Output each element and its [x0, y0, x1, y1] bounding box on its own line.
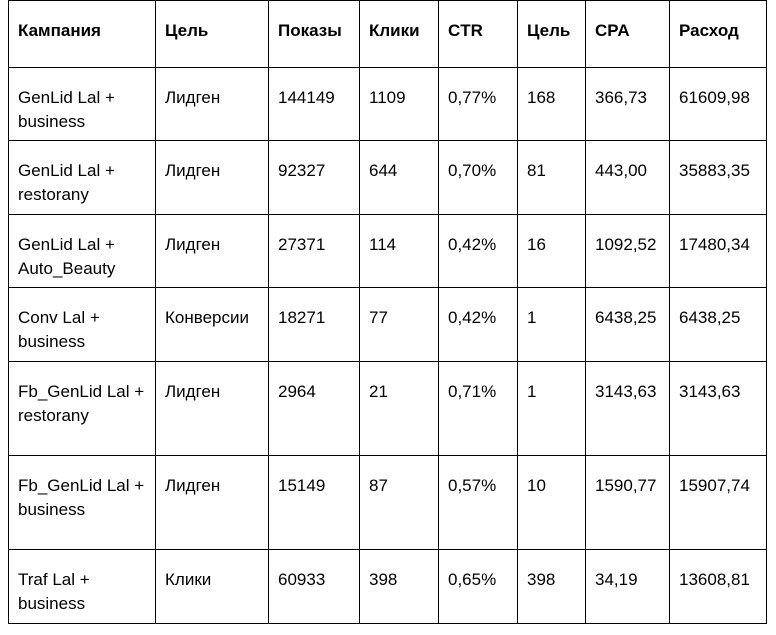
cell-cpa: 366,73: [586, 68, 670, 141]
cell-goal-count: 168: [518, 68, 586, 141]
cell-goal-count: 81: [518, 141, 586, 215]
cell-impressions: 18271: [269, 288, 360, 362]
cell-spend: 15907,74: [670, 456, 767, 550]
cell-goal-count: 398: [518, 550, 586, 624]
cell-goal-type: Лидген: [156, 456, 269, 550]
cell-campaign: GenLid Lal + restorany: [9, 141, 156, 215]
header-cpa: CPA: [586, 1, 670, 68]
cell-spend: 6438,25: [670, 288, 767, 362]
cell-campaign: Conv Lal + business: [9, 288, 156, 362]
cell-cpa: 34,19: [586, 550, 670, 624]
cell-goal-type: Лидген: [156, 68, 269, 141]
cell-impressions: 144149: [269, 68, 360, 141]
header-goal-count: Цель: [518, 1, 586, 68]
cell-clicks: 77: [360, 288, 439, 362]
table-header-row: [9, 1, 767, 68]
table-row: [9, 141, 767, 215]
cell-ctr: 0,57%: [439, 456, 518, 550]
cell-clicks: 1109: [360, 68, 439, 141]
cell-impressions: 2964: [269, 362, 360, 456]
table-row: [9, 362, 767, 456]
header-campaign: Кампания: [9, 1, 156, 68]
cell-clicks: 398: [360, 550, 439, 624]
cell-campaign: GenLid Lal + business: [9, 68, 156, 141]
cell-ctr: 0,65%: [439, 550, 518, 624]
cell-goal-type: Клики: [156, 550, 269, 624]
cell-clicks: 644: [360, 141, 439, 215]
cell-spend: 3143,63: [670, 362, 767, 456]
header-ctr: CTR: [439, 1, 518, 68]
cell-goal-count: 16: [518, 215, 586, 288]
cell-cpa: 1590,77: [586, 456, 670, 550]
cell-clicks: 87: [360, 456, 439, 550]
cell-campaign: GenLid Lal + Auto_Beauty: [9, 215, 156, 288]
cell-clicks: 21: [360, 362, 439, 456]
cell-ctr: 0,70%: [439, 141, 518, 215]
header-impressions: Показы: [269, 1, 360, 68]
table-row: [9, 288, 767, 362]
table-row: [9, 550, 767, 624]
cell-campaign: Traf Lal + business: [9, 550, 156, 624]
cell-goal-type: Лидген: [156, 215, 269, 288]
cell-goal-count: 1: [518, 362, 586, 456]
cell-impressions: 27371: [269, 215, 360, 288]
cell-cpa: 443,00: [586, 141, 670, 215]
cell-goal-type: Конверсии: [156, 288, 269, 362]
cell-ctr: 0,71%: [439, 362, 518, 456]
cell-goal-count: 10: [518, 456, 586, 550]
table-row: [9, 215, 767, 288]
header-spend: Расход: [670, 1, 767, 68]
cell-goal-type: Лидген: [156, 362, 269, 456]
header-clicks: Клики: [360, 1, 439, 68]
table-row: [9, 456, 767, 550]
cell-cpa: 1092,52: [586, 215, 670, 288]
cell-campaign: Fb_GenLid Lal + business: [9, 456, 156, 550]
table-row: [9, 68, 767, 141]
cell-spend: 13608,81: [670, 550, 767, 624]
header-goal-type: Цель: [156, 1, 269, 68]
cell-spend: 35883,35: [670, 141, 767, 215]
cell-impressions: 92327: [269, 141, 360, 215]
cell-spend: 17480,34: [670, 215, 767, 288]
cell-cpa: 6438,25: [586, 288, 670, 362]
cell-goal-count: 1: [518, 288, 586, 362]
cell-ctr: 0,42%: [439, 288, 518, 362]
cell-campaign: Fb_GenLid Lal + restorany: [9, 362, 156, 456]
campaign-table-container: [8, 0, 767, 624]
cell-spend: 61609,98: [670, 68, 767, 141]
cell-impressions: 60933: [269, 550, 360, 624]
cell-goal-type: Лидген: [156, 141, 269, 215]
cell-impressions: 15149: [269, 456, 360, 550]
cell-ctr: 0,42%: [439, 215, 518, 288]
cell-ctr: 0,77%: [439, 68, 518, 141]
campaign-table: [8, 0, 767, 624]
cell-cpa: 3143,63: [586, 362, 670, 456]
cell-clicks: 114: [360, 215, 439, 288]
